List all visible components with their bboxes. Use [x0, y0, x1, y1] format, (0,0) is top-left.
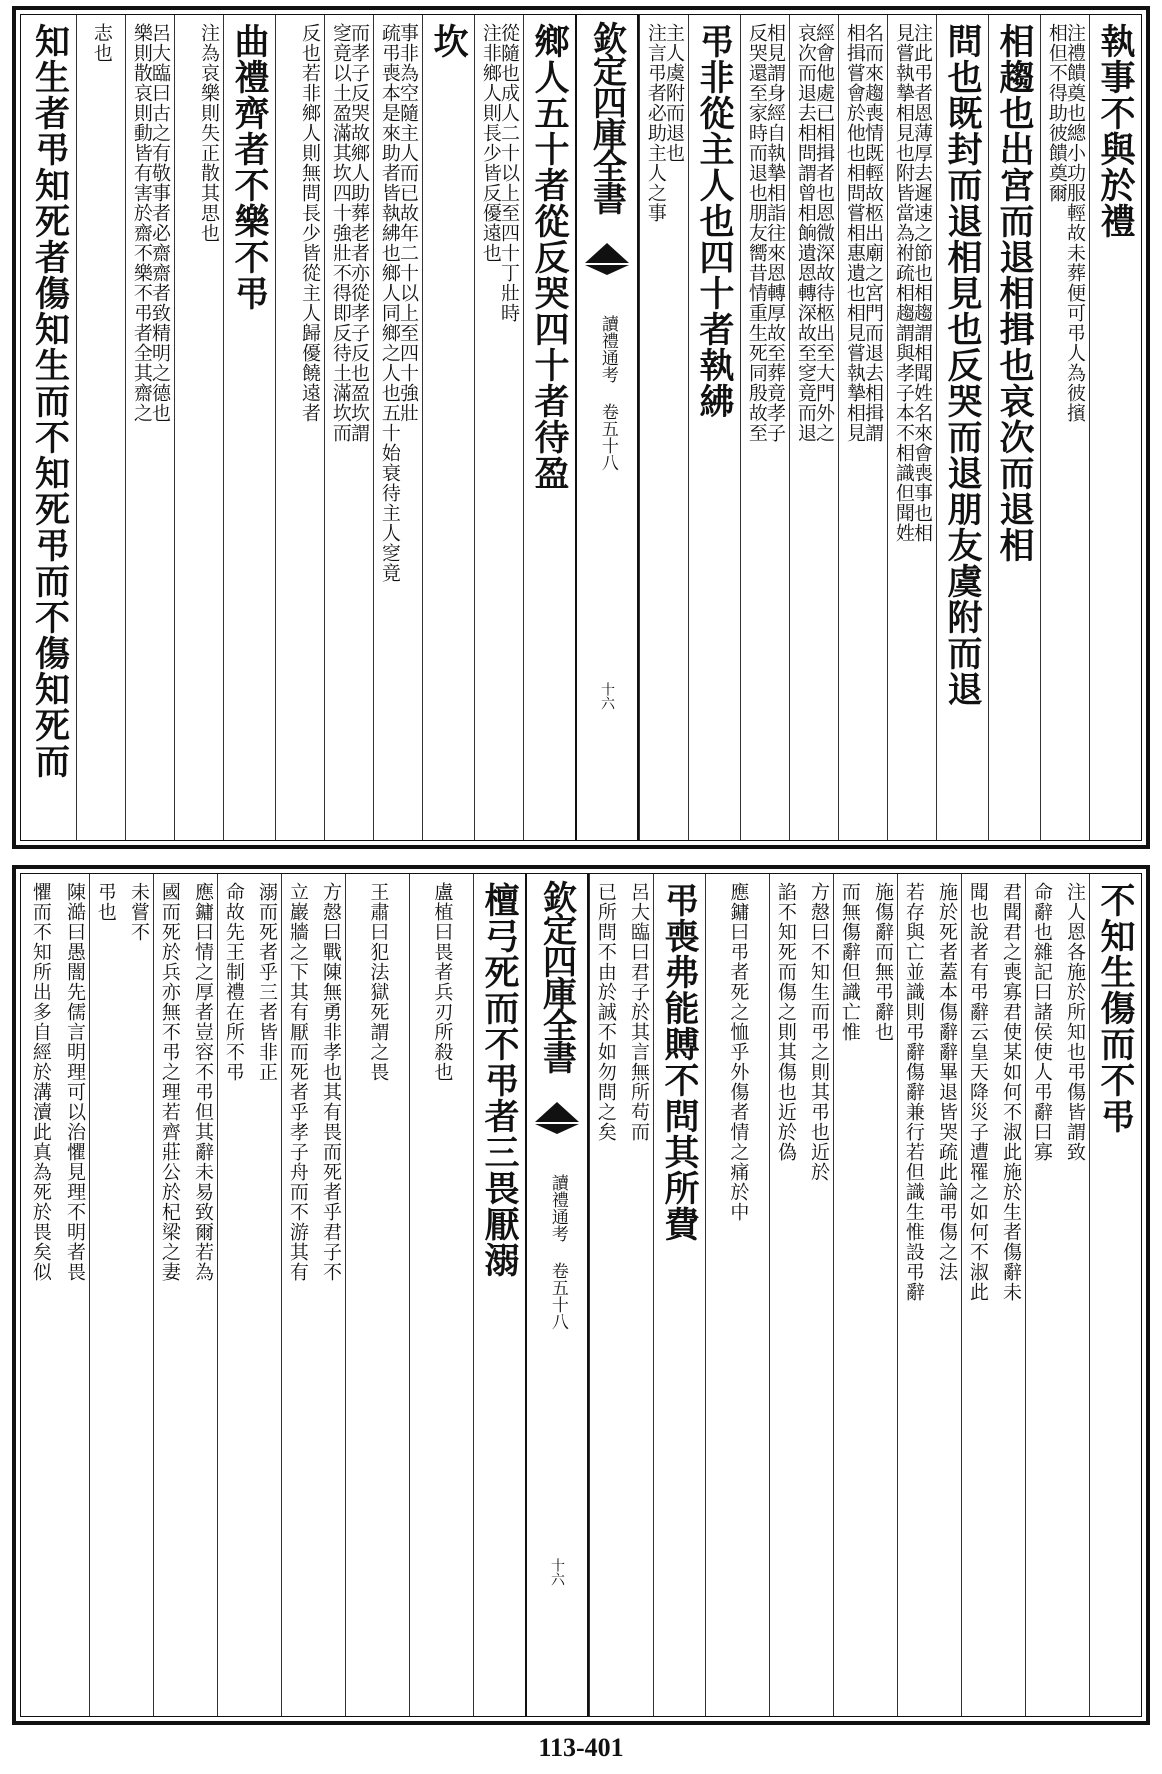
commentary-line: 經會他處已相揖者也恩微深故待柩出至大門外之	[813, 23, 835, 443]
commentary-line: 反哭還至家時而退也朋友嚮昔情重生死同殷故至	[745, 23, 768, 443]
classic-text: 相趨也出宮而退相揖也哀次而退相	[994, 23, 1035, 563]
fish-tail-mark	[585, 265, 629, 275]
commentary-line: 方慤曰戰陳無勇非孝也其有畏而死者乎君子不	[320, 882, 342, 1282]
commentary-line: 而孝子反哭故鄉人助葬老者亦從孝子反也盈坎謂	[348, 23, 370, 443]
commentary-line: 從隨也成人二十以上至四十丁壯時	[498, 23, 520, 323]
upper-center-fold	[575, 15, 639, 840]
commentary-line: 施於死者蓋本傷辭辭畢退皆哭疏此論弔傷之法	[936, 882, 958, 1282]
fish-tail-mark	[535, 1102, 579, 1122]
commentary-column	[281, 874, 345, 1716]
commentary-line: 懼而不知所出多自經於溝瀆此真為死於畏矣似	[29, 882, 52, 1282]
upper-page-frame	[20, 14, 1142, 841]
commentary-column	[897, 874, 961, 1716]
commentary-line: 已所問不由於誠不如勿問之矣	[594, 882, 617, 1142]
classic-text: 檀弓死而不弔者三畏厭溺	[479, 882, 520, 1278]
commentary-line: 見嘗執摯相見也附皆當為祔疏相趨謂與孝子本不相識但聞姓	[892, 23, 915, 543]
commentary-line: 溺而死者乎三者皆非正	[256, 882, 278, 1082]
commentary-line: 而無傷辭但識亡惟	[838, 882, 861, 1042]
commentary-column	[1040, 15, 1089, 840]
commentary-line: 諂不知死而傷之則其傷也近於偽	[774, 882, 797, 1162]
commentary-line: 國而死於兵亦無不弔之理若齊莊公於杞梁之妻	[158, 882, 181, 1282]
commentary-column	[373, 15, 422, 840]
commentary-column	[174, 15, 223, 840]
folio-number: 十六	[549, 1558, 565, 1586]
main-text-column	[988, 15, 1040, 840]
commentary-line: 注禮饋奠也總小功服輕故未葬便可弔人為彼擯	[1064, 23, 1086, 423]
commentary-line: 注為哀樂則失正散其思也	[198, 23, 220, 243]
commentary-line: 呂大臨曰古之有敬事者必齋齋者致精明之德也	[149, 23, 171, 423]
commentary-line: 方慤曰不知生而弔之則其弔也近於	[808, 882, 830, 1182]
lower-center-fold	[525, 874, 589, 1716]
commentary-column	[217, 874, 281, 1716]
commentary-line: 樂則散哀則動皆有害於齋不樂不弔者全其齋之	[130, 23, 153, 423]
main-text-column	[24, 15, 76, 840]
commentary-line: 注人恩各施於所知也弔傷皆謂致	[1064, 882, 1086, 1162]
classic-text: 曲禮齊者不樂不弔	[229, 23, 270, 311]
commentary-line: 志也	[90, 23, 113, 63]
main-text-column	[653, 874, 705, 1716]
commentary-column	[345, 874, 409, 1716]
main-text-column	[1089, 15, 1141, 840]
lower-page	[12, 865, 1150, 1725]
commentary-line: 命故先王制禮在所不弔	[222, 882, 245, 1082]
main-text-column	[422, 15, 474, 840]
page-number: 113-401	[538, 1733, 624, 1762]
commentary-line: 相但不得助彼饋奠爾	[1045, 23, 1068, 203]
commentary-line: 事非為空隨主人而已故年二十以上至四十強壯	[397, 23, 419, 423]
commentary-column	[153, 874, 217, 1716]
commentary-line: 哀次而退去相問謂曾相餉遺恩轉深故至窆竟而退	[794, 23, 817, 443]
classic-text: 知生者弔知死者傷知生而不知死弔而不傷知死而	[29, 23, 71, 779]
commentary-line: 名而來趨喪情既輕故柩出廟之宮門而退去相揖謂	[862, 23, 884, 443]
commentary-line: 相見謂身經自執摯相詣往來恩轉厚故至葬竟孝子	[764, 23, 786, 443]
commentary-line: 相揖嘗會於他也相問嘗相惠遺也相見嘗執摯相見	[843, 23, 866, 443]
folio-number: 十六	[599, 682, 615, 710]
commentary-column	[887, 15, 936, 840]
commentary-line: 立巖牆之下其有厭而死者乎孝子舟而不游其有	[286, 882, 309, 1282]
classic-text: 不知生傷而不弔	[1095, 882, 1136, 1134]
commentary-line: 呂大臨曰君子於其言無所苟而	[628, 882, 650, 1142]
commentary-line: 君聞君之喪寡君使某如何不淑此施於生者傷辭未	[1000, 882, 1022, 1302]
main-text-column	[1089, 874, 1141, 1716]
commentary-column	[769, 874, 833, 1716]
volume-label: 讀禮通考 卷五十八	[547, 1174, 568, 1330]
commentary-column	[76, 15, 125, 840]
volume-label: 讀禮通考 卷五十八	[597, 315, 618, 471]
commentary-line: 窆竟以土盈滿其坎四十強壯不得即反待土滿坎而	[329, 23, 352, 443]
commentary-line: 王肅曰犯法獄死謂之畏	[367, 882, 390, 1082]
commentary-column	[639, 15, 688, 840]
lower-page-frame	[20, 873, 1142, 1717]
commentary-column	[705, 874, 769, 1716]
commentary-column	[409, 874, 473, 1716]
commentary-line: 注言弔者必助主人之事	[644, 23, 667, 223]
classic-text: 弔喪弗能賻不問其所費	[659, 882, 700, 1242]
commentary-line: 未嘗不	[128, 882, 150, 942]
commentary-line: 弔也	[94, 882, 117, 922]
main-text-column	[688, 15, 740, 840]
commentary-line: 應鏞曰弔者死之恤乎外傷者情之痛於中	[727, 882, 750, 1222]
commentary-column	[789, 15, 838, 840]
commentary-line: 盧植曰畏者兵刃所殺也	[431, 882, 454, 1082]
commentary-column	[833, 874, 897, 1716]
commentary-column	[25, 874, 89, 1716]
commentary-column	[740, 15, 789, 840]
commentary-column	[474, 15, 523, 840]
classic-text: 鄉人五十者從反哭四十者待盈	[529, 23, 570, 491]
classic-text: 坎	[428, 23, 469, 59]
upper-page	[12, 6, 1150, 849]
fish-tail-mark	[535, 1124, 579, 1134]
commentary-column	[125, 15, 174, 840]
commentary-line: 注非鄉人則長少皆反優遠也	[479, 23, 502, 263]
commentary-line: 若存與亡並識則弔辭傷辭兼行若但識生惟設弔辭	[902, 882, 925, 1302]
commentary-column	[961, 874, 1025, 1716]
book-title: 欽定四庫全書	[536, 880, 577, 1072]
commentary-column	[89, 874, 153, 1716]
classic-text: 弔非從主人也四十者執紼	[694, 23, 735, 419]
commentary-column	[589, 874, 653, 1716]
commentary-line: 主人虞附而退也	[663, 23, 685, 163]
commentary-column	[324, 15, 373, 840]
commentary-line: 施傷辭而無弔辭也	[872, 882, 894, 1042]
main-text-column	[223, 15, 275, 840]
classic-text: 執事不與於禮	[1095, 23, 1136, 239]
classic-text: 問也既封而退相見也反哭而退朋友虞附而退	[942, 23, 983, 707]
main-text-column	[523, 15, 575, 840]
commentary-line: 聞也說者有弔辭云皇天降災子遭罹之如何不淑此	[966, 882, 989, 1302]
main-text-column	[473, 874, 525, 1716]
commentary-line: 應鏞曰情之厚者豈容不弔但其辭未易致爾若為	[192, 882, 214, 1282]
lower-text-columns	[21, 874, 1141, 1716]
commentary-line: 疏弔喪本是來助者皆執紼也鄉人同鄉之人也五十始衰待主人窆竟	[378, 23, 401, 583]
commentary-line: 注此弔者恩薄厚去遲速之節也相趨謂相聞姓名來會喪事也相	[911, 23, 933, 543]
fish-tail-mark	[585, 243, 629, 263]
upper-text-columns	[21, 15, 1141, 840]
commentary-column	[275, 15, 324, 840]
commentary-line: 陳澔曰愚闇先儒言明理可以治懼見理不明者畏	[64, 882, 86, 1282]
commentary-column	[1025, 874, 1089, 1716]
commentary-line: 反也若非鄉人則無問長少皆從主人歸優饒遠者	[299, 23, 321, 423]
commentary-line: 命辭也雜記曰諸侯使人弔辭曰寡	[1030, 882, 1053, 1162]
main-text-column	[936, 15, 988, 840]
book-title: 欽定四庫全書	[586, 21, 627, 213]
commentary-column	[838, 15, 887, 840]
